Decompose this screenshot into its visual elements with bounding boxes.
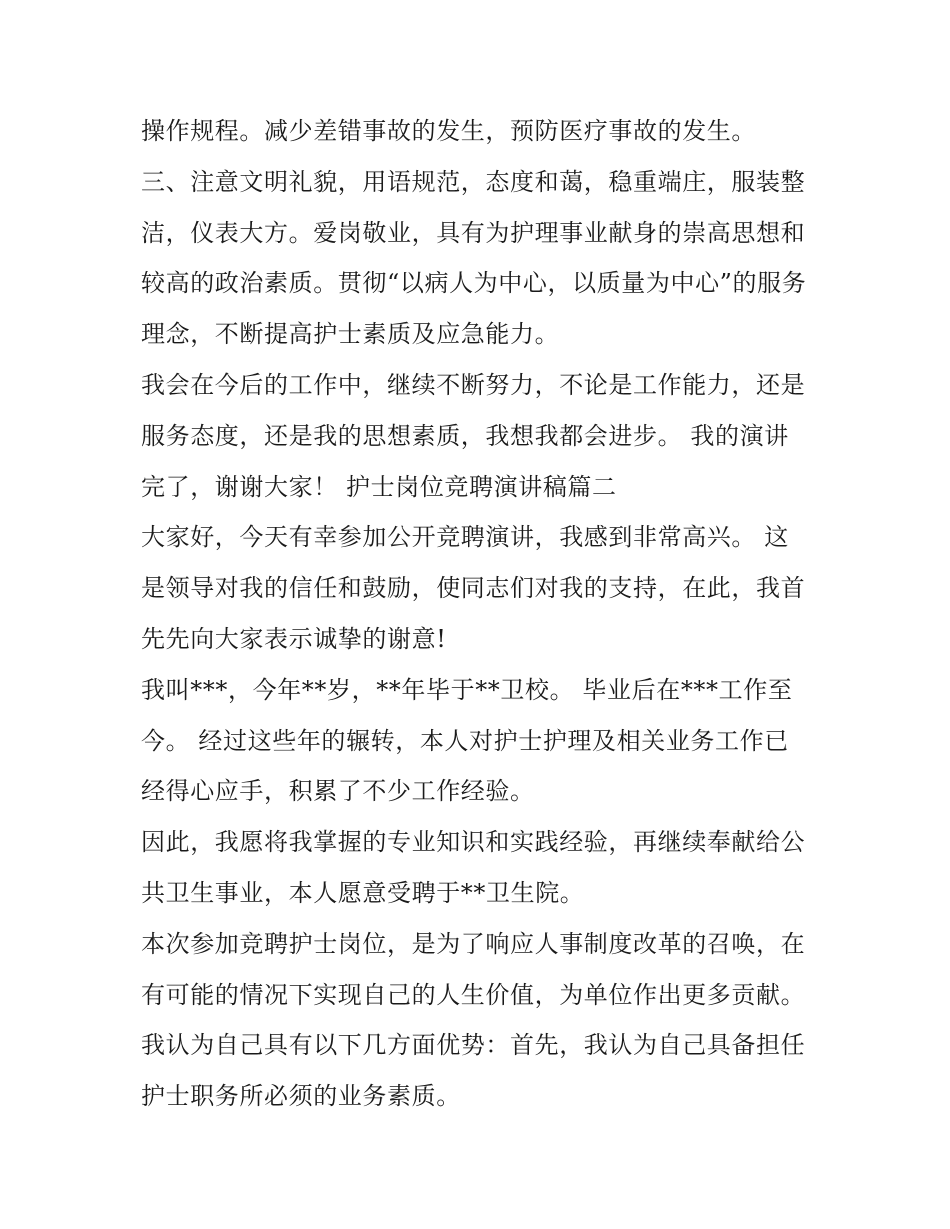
text-line: 服务态度，还是我的思想素质，我想我都会进步。 我的演讲 — [141, 421, 789, 450]
text-line: 本次参加竞聘护士岗位，是为了响应人事制度改革的召唤，在 — [141, 929, 806, 958]
text-line: 经得心应手，积累了不少工作经验。 — [141, 777, 535, 806]
text-line: 因此，我愿将我掌握的专业知识和实践经验，再继续奉献给公 — [141, 828, 806, 857]
text-line: 我认为自己具有以下几方面优势：首先，我认为自己具备担任 — [141, 1031, 806, 1060]
text-line: 我会在今后的工作中，继续不断努力，不论是工作能力，还是 — [141, 370, 806, 399]
text-line: 我叫***，今年**岁，**年毕于**卫校。 毕业后在***工作至 — [141, 675, 793, 704]
text-line: 是领导对我的信任和鼓励，使同志们对我的支持，在此，我首 — [141, 574, 806, 603]
text-line: 洁，仪表大方。爱岗敬业，具有为护理事业献身的崇高思想和 — [141, 218, 806, 247]
text-line: 三、注意文明礼貌，用语规范，态度和蔼，稳重端庄，服装整 — [141, 167, 806, 196]
text-line: 操作规程。减少差错事故的发生，预防医疗事故的发生。 — [141, 117, 756, 145]
text-line: 大家好，今天有幸参加公开竞聘演讲，我感到非常高兴。 这 — [141, 523, 789, 552]
text-line: 先先向大家表示诚挚的谢意! — [141, 624, 447, 653]
text-line: 较高的政治素质。贯彻“以病人为中心，以质量为中心”的服务 — [141, 269, 807, 298]
text-line: 有可能的情况下实现自己的人生价值，为单位作出更多贡献。 — [141, 980, 806, 1009]
text-line: 完了，谢谢大家！ 护士岗位竞聘演讲稿篇二 — [141, 472, 617, 501]
text-line: 理念，不断提高护士素质及应急能力。 — [141, 320, 560, 349]
document-body — [141, 106, 821, 1122]
text-line: 今。 经过这些年的辗转，本人对护士护理及相关业务工作已 — [141, 726, 789, 755]
text-line: 共卫生事业，本人愿意受聘于**卫生院。 — [141, 878, 585, 907]
text-line: 护士职务所必须的业务素质。 — [141, 1082, 461, 1111]
